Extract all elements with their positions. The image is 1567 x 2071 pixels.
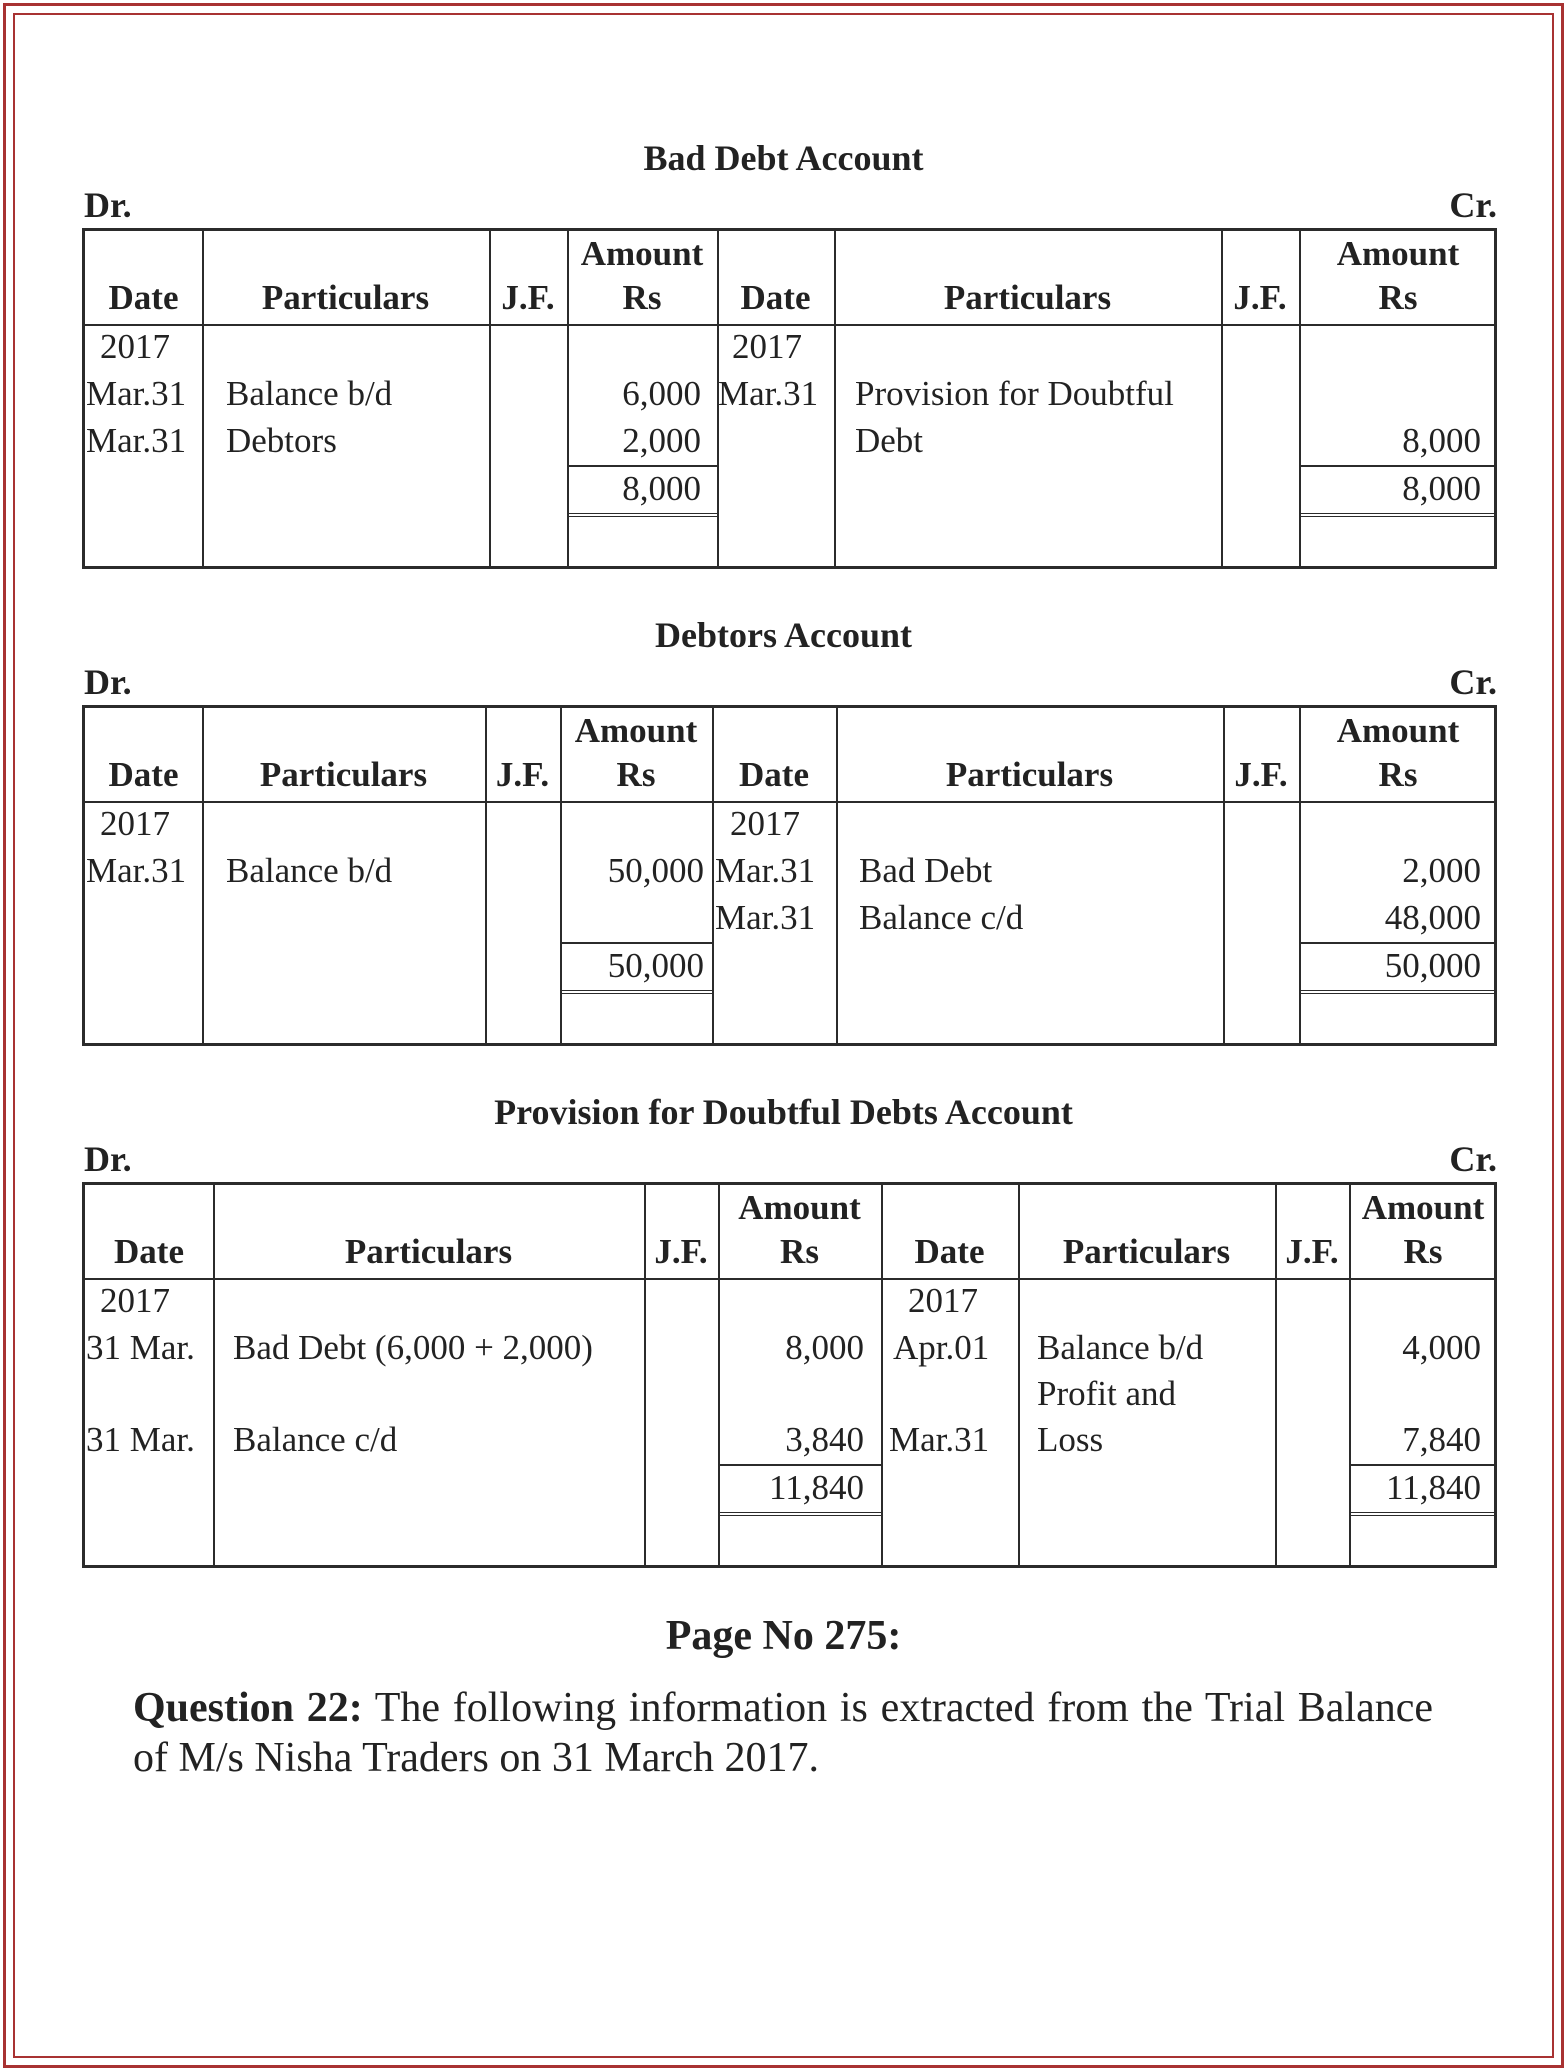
debtors-account-title: Debtors Account [655,615,912,655]
credit-date: Mar.31 [715,851,816,890]
credit-particulars: Bad Debt [859,851,993,890]
credit-amount: 7,840 [1402,1420,1481,1459]
credit-label: Cr. [1449,662,1497,702]
credit-particulars: Balance b/d [1037,1328,1204,1367]
credit-total: 11,840 [1386,1468,1481,1507]
debtors-ledger [82,705,1497,1046]
debit-amount: 2,000 [622,421,701,460]
debit-particulars: Debtors [226,421,337,460]
header-amount: Amount [1336,711,1460,750]
bad-debt-account-title: Bad Debt Account [643,138,924,178]
header-amount: Amount [738,1188,861,1227]
credit-particulars: Profit and [1037,1374,1177,1413]
provision-account-title: Provision for Doubtful Debts Account [494,1092,1073,1132]
debit-label: Dr. [84,662,132,702]
debit-amount: 3,840 [785,1420,864,1459]
header-amount: Amount [1361,1188,1485,1227]
debit-particulars: Balance b/d [226,851,393,890]
header-jf: J.F. [1234,755,1288,794]
header-particulars: Particulars [344,1232,513,1271]
credit-amount: 8,000 [1402,421,1481,460]
provision-ledger [82,1182,1497,1568]
header-particulars: Particulars [259,755,428,794]
header-jf: J.F. [495,755,550,794]
header-amount: Amount [574,711,698,750]
debit-date: 31 Mar. [86,1420,195,1459]
header-particulars: Particulars [943,278,1112,317]
credit-date: Mar.31 [889,1420,990,1459]
header-date: Date [108,278,179,317]
header-rs: Rs [616,755,656,794]
header-date: Date [108,755,179,794]
credit-total: 50,000 [1384,946,1481,985]
header-date: Date [740,278,811,317]
debit-label: Dr. [84,185,132,225]
header-particulars: Particulars [945,755,1114,794]
credit-label: Cr. [1449,1139,1497,1179]
credit-total: 8,000 [1402,469,1481,508]
debit-total: 50,000 [607,946,704,985]
debit-particulars: Balance c/d [233,1420,398,1459]
debit-date: 31 Mar. [86,1328,195,1367]
header-date: Date [914,1232,985,1271]
question-paragraph [133,1683,1433,1783]
bad-debt-ledger [82,228,1497,569]
header-amount: Amount [1336,234,1460,273]
header-rs: Rs [622,278,662,317]
header-rs: Rs [1378,755,1418,794]
debit-year: 2017 [100,1281,170,1320]
credit-year: 2017 [908,1281,978,1320]
credit-particulars: Debt [855,421,924,460]
header-rs: Rs [1378,278,1418,317]
credit-amount: 48,000 [1384,898,1481,937]
credit-particulars: Provision for Doubtful [855,374,1174,413]
header-jf: J.F. [1233,278,1287,317]
credit-particulars: Balance c/d [859,898,1024,937]
debit-total: 11,840 [769,1468,864,1507]
credit-particulars: Loss [1037,1420,1104,1459]
debit-date: Mar.31 [86,851,187,890]
question-label: Question 22: [133,1685,363,1731]
debit-year: 2017 [100,327,170,366]
header-rs: Rs [780,1232,819,1271]
header-rs: Rs [1403,1232,1443,1271]
header-jf: J.F. [501,278,555,317]
credit-date: Mar.31 [715,898,816,937]
credit-label: Cr. [1449,185,1497,225]
debit-label: Dr. [84,1139,132,1179]
credit-date: Mar.31 [718,374,819,413]
credit-amount: 4,000 [1402,1328,1481,1367]
credit-amount: 2,000 [1402,851,1481,890]
credit-year: 2017 [730,804,800,843]
debit-amount: 6,000 [622,374,701,413]
header-particulars: Particulars [261,278,430,317]
debit-particulars: Bad Debt (6,000 + 2,000) [233,1328,593,1367]
debit-date: Mar.31 [86,374,187,413]
debit-amount: 50,000 [607,851,704,890]
credit-year: 2017 [732,327,802,366]
header-jf: J.F. [654,1232,708,1271]
debit-particulars: Balance b/d [226,374,393,413]
page-number-heading: Page No 275: [665,1613,902,1659]
debit-amount: 8,000 [785,1328,864,1367]
header-date: Date [739,755,809,794]
debit-total: 8,000 [622,469,701,508]
header-particulars: Particulars [1062,1232,1231,1271]
header-date: Date [114,1232,184,1271]
question-text: The following information is extracted from the Trial Balance of M/s Nisha Traders on 31 March 2017. [133,1685,1433,1781]
header-jf: J.F. [1285,1232,1339,1271]
credit-date: Apr.01 [893,1328,990,1367]
debit-year: 2017 [100,804,170,843]
header-amount: Amount [580,234,704,273]
debit-date: Mar.31 [86,421,187,460]
